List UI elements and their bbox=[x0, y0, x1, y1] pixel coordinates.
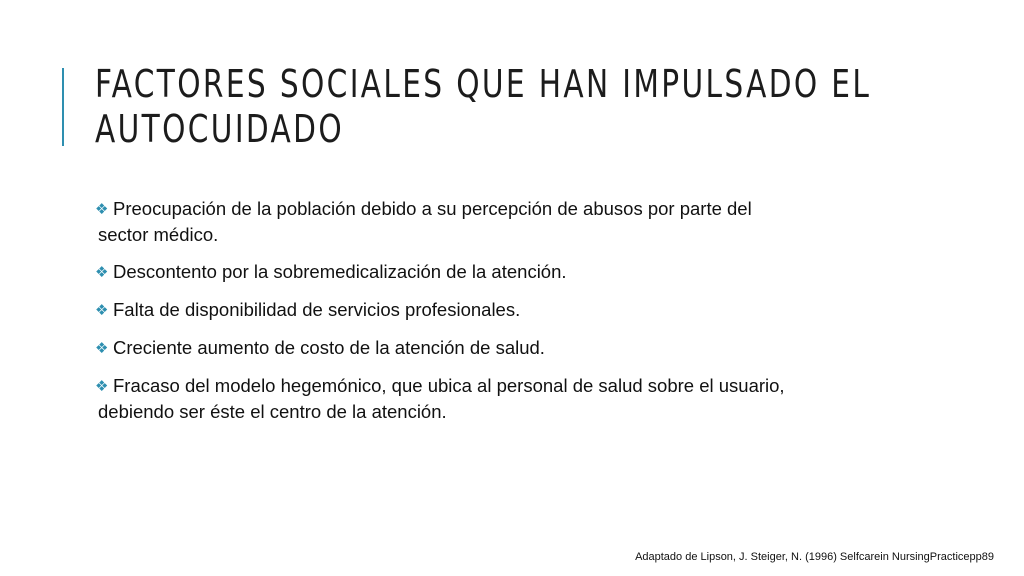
diamond-bullet-icon: ❖ bbox=[95, 301, 109, 319]
bullet-text-continuation: debiendo ser éste el centro de la atención. bbox=[98, 401, 447, 422]
bullet-text-continuation: sector médico. bbox=[98, 224, 219, 245]
slide-title-line-1: FACTORES SOCIALES QUE HAN IMPULSADO EL bbox=[95, 62, 872, 106]
bullet-text: Creciente aumento de costo de la atención de salud. bbox=[113, 337, 545, 358]
bullet-item bbox=[95, 373, 915, 424]
bullet-text: Descontento por la sobremedicalización de la atención. bbox=[113, 261, 567, 282]
slide-title-line-2: AUTOCUIDADO bbox=[95, 107, 345, 151]
bullet-text: Fracaso del modelo hegemónico, que ubica al personal de salud sobre el usuario, bbox=[113, 375, 785, 396]
diamond-bullet-icon: ❖ bbox=[95, 200, 109, 218]
diamond-bullet-icon: ❖ bbox=[95, 263, 109, 281]
bullet-item bbox=[95, 259, 915, 285]
title-accent-bar bbox=[62, 68, 64, 146]
diamond-bullet-icon: ❖ bbox=[95, 377, 109, 395]
source-citation: Adaptado de Lipson, J. Steiger, N. (1996) Selfcarein NursingPracticepp89 bbox=[635, 551, 994, 563]
bullet-text: Preocupación de la población debido a su percepción de abusos por parte del bbox=[113, 198, 752, 219]
bullet-list bbox=[95, 196, 915, 436]
diamond-bullet-icon: ❖ bbox=[95, 339, 109, 357]
bullet-item bbox=[95, 335, 915, 361]
bullet-item bbox=[95, 297, 915, 323]
bullet-item bbox=[95, 196, 915, 247]
slide-title bbox=[95, 62, 872, 152]
bullet-text: Falta de disponibilidad de servicios profesionales. bbox=[113, 299, 521, 320]
